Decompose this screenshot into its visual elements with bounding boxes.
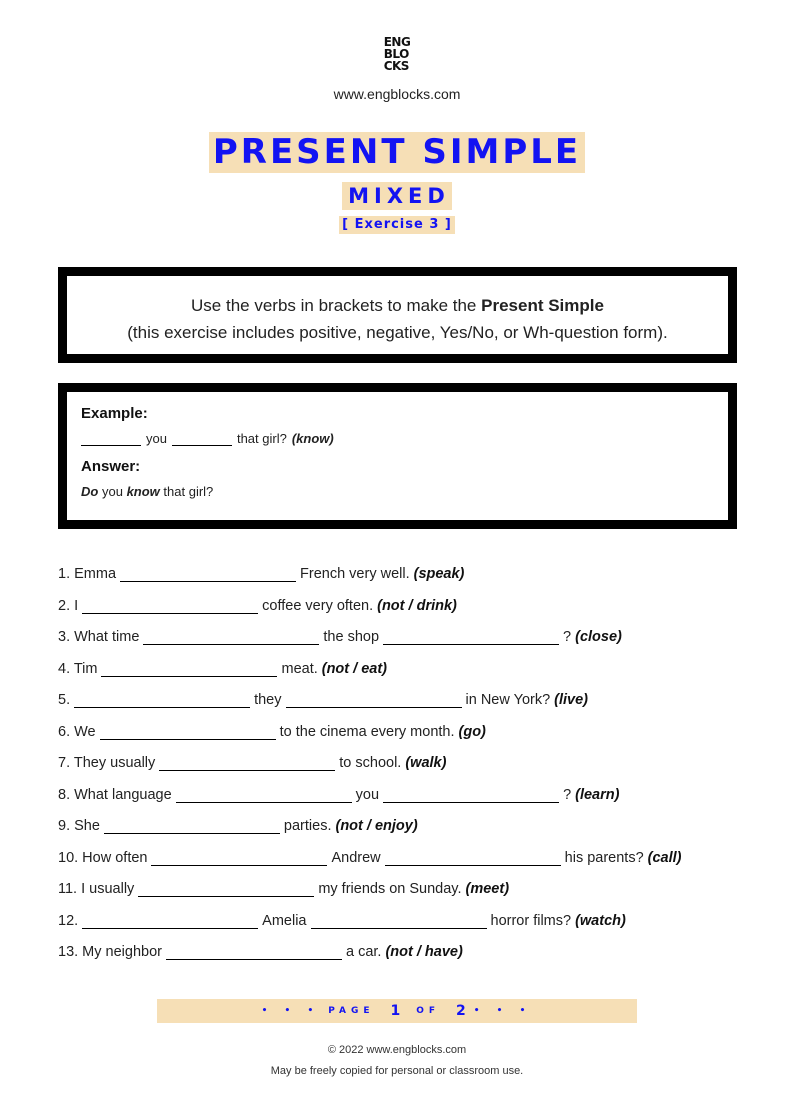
exercise-number-wrap [0,215,794,234]
answer-blank[interactable] [104,820,280,834]
exercise-number: [ Exercise 3 ] [339,216,455,234]
answer-blank[interactable] [159,757,335,771]
answer-blank[interactable] [82,600,258,614]
verb-hint: (live) [554,692,588,708]
answer-blank[interactable] [82,915,258,929]
page-indicator [157,999,637,1023]
engblocks-logo [384,36,411,72]
verb-hint: (not / drink) [377,597,457,614]
question-end: in New York? [465,692,551,708]
example-blank [172,434,232,446]
instructions-bold: Present Simple [481,296,604,315]
example-box [58,383,737,529]
question-end: meat. [281,660,318,677]
question-end: French very well. [300,566,410,582]
instructions-box [58,267,737,363]
question-start: 3. What time [58,629,140,645]
answer-do: Do [81,484,99,499]
logo [0,36,794,75]
answer-sentence [81,484,728,499]
question-start: 13. My neighbor [58,944,162,960]
logo-line: ENG [383,35,411,49]
pager-dots: • • • [473,1006,533,1016]
answer-blank[interactable] [101,663,277,677]
page-subtitle: MIXED [342,182,452,210]
answer-blank[interactable] [286,694,462,708]
copyright: © 2022 www.engblocks.com [327,1044,467,1056]
question-row [58,566,464,582]
example-heading: Example: [81,405,148,422]
question-end: to the cinema every month. [279,723,455,740]
answer-rest: that girl? [163,484,214,499]
instructions-text: Use the verbs in brackets to make the [191,296,482,315]
question-row [58,755,446,771]
question-middle: Amelia [262,912,307,929]
question-row [58,629,622,645]
answer-know: know [126,484,160,499]
pager-page-word: PAGE [328,1006,375,1016]
instructions-line-1 [67,292,728,319]
question-row [58,787,619,803]
verb-hint: (not / eat) [321,660,387,677]
verb-hint: (call) [647,849,682,866]
pager-dots: • • • [261,1006,321,1016]
answer-blank[interactable] [383,789,559,803]
verb-hint: (walk) [405,755,447,771]
instructions-line-2: (this exercise includes positive, negative, Yes/No, or Wh-question form). [127,323,668,342]
page-title: PRESENT SIMPLE [209,132,585,173]
question-row [58,881,509,897]
answer-heading: Answer: [81,458,141,475]
question-middle: Andrew [331,849,381,866]
verb-hint: (close) [575,629,622,645]
answer-blank[interactable] [138,883,314,897]
question-end: ? [563,629,572,645]
answer-blank[interactable] [176,789,352,803]
question-start: 12. [58,912,79,929]
question-end: a car. [345,944,382,960]
answer-blank[interactable] [120,568,296,582]
question-row [58,850,682,866]
logo-line: CKS [383,59,409,73]
question-middle: they [254,692,282,708]
question-end: horror films? [490,912,572,929]
answer-blank[interactable] [74,694,250,708]
example-blank [81,434,141,446]
answer-blank[interactable] [385,852,561,866]
question-start: 2. I [58,597,79,614]
verb-hint: (not / enjoy) [335,818,418,834]
question-start: 5. [58,692,71,708]
title-wrap [0,132,794,173]
license-note: May be freely copied for personal or classroom use. [270,1065,524,1077]
example-word: you [146,431,167,446]
question-start: 7. They usually [58,755,156,771]
pager-of-word: OF [416,1006,441,1016]
answer-blank[interactable] [151,852,327,866]
question-middle: the shop [323,629,380,645]
answer-blank[interactable] [311,915,487,929]
question-start: 10. How often [58,849,148,866]
site-url: www.engblocks.com [333,86,461,102]
question-end: my friends on Sunday. [318,881,462,897]
question-end: coffee very often. [262,597,374,614]
question-row [58,598,457,614]
answer-blank[interactable] [383,631,559,645]
question-row [58,724,486,740]
answer-blank[interactable] [166,946,342,960]
verb-hint: (meet) [465,881,510,897]
question-start: 4. Tim [58,660,98,677]
question-start: 8. What language [58,786,172,803]
answer-you: you [101,484,123,499]
question-row [58,913,626,929]
answer-blank[interactable] [143,631,319,645]
example-hint: (know) [291,431,334,446]
question-end: to school. [339,755,402,771]
logo-line: BLO [383,47,409,61]
question-start: 6. We [58,723,96,740]
pager-current: 1 [390,1003,401,1019]
question-start: 11. I usually [58,881,135,897]
question-row [58,818,418,834]
answer-blank[interactable] [100,726,276,740]
verb-hint: (watch) [575,912,626,929]
verb-hint: (speak) [413,566,465,582]
question-end: ? [563,786,572,803]
verb-hint: (not / have) [385,944,463,960]
verb-hint: (go) [458,723,486,740]
subtitle-wrap [0,182,794,210]
question-row [58,692,588,708]
question-start: 9. She [58,818,100,834]
example-sentence [81,431,728,446]
verb-hint: (learn) [575,786,620,803]
question-start: 1. Emma [58,566,117,582]
question-middle: you [355,786,380,803]
question-row [58,944,463,960]
question-row [58,661,387,677]
pager-total: 2 [456,1003,466,1019]
example-word: that girl? [236,431,287,446]
question-end: his parents? [564,849,644,866]
question-end: parties. [283,818,332,834]
